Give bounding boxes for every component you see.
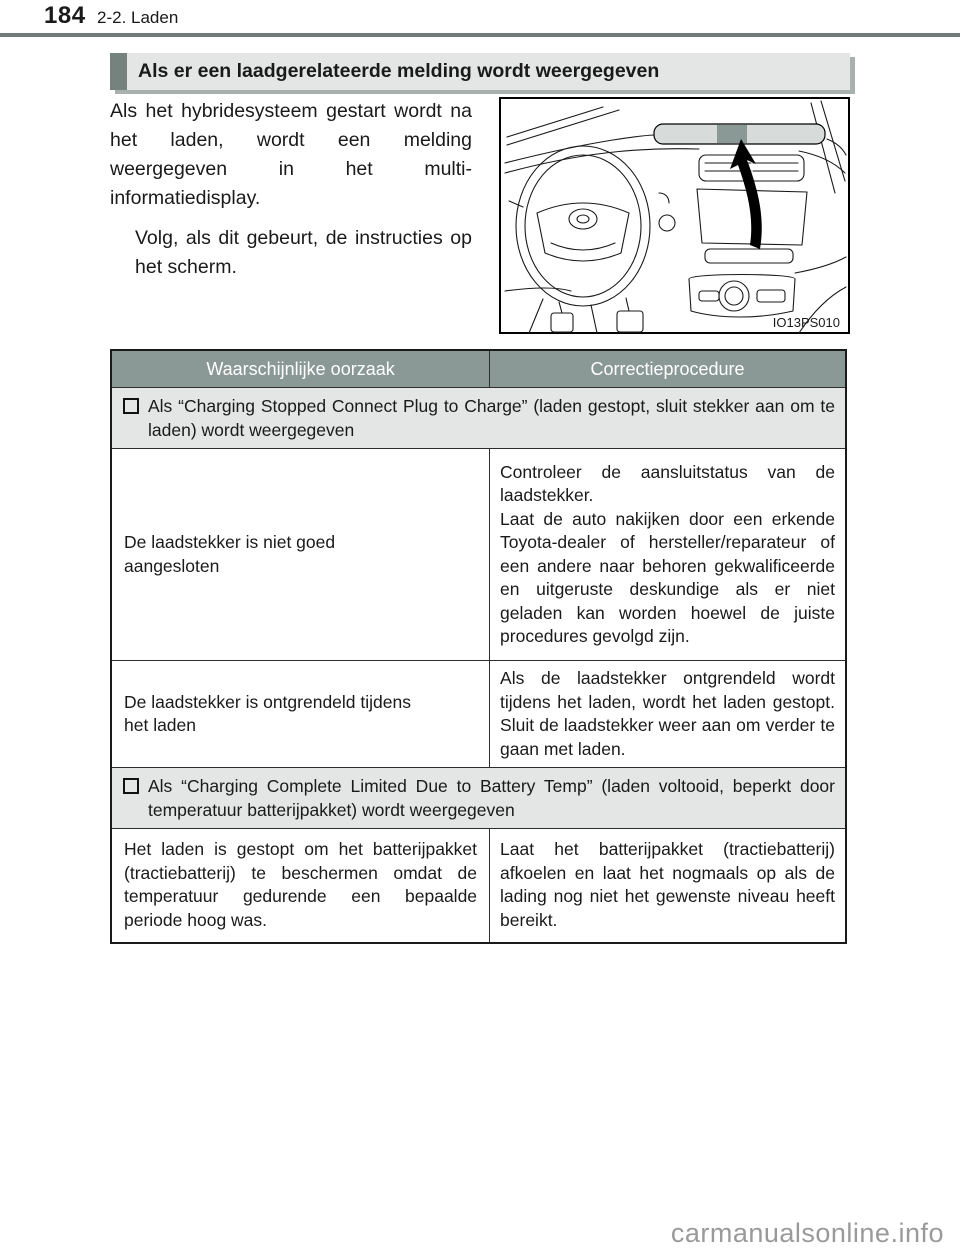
- table-row: [111, 449, 846, 661]
- heading-accent-square: [110, 53, 127, 90]
- cause-text: Het laden is gestopt om het batterijpakket (tractiebatterij) te beschermen omdat de temperatuur gedurende een bepaalde periode hoog was.: [124, 839, 478, 930]
- procedure-paragraph: Controleer de aansluitstatus van de laadstekker.: [500, 461, 835, 505]
- procedure-paragraph: Laat het batterijpakket (tractiebatterij) afkoelen en laat het nogmaals op als de lading nog niet het gewenste niveau heeft bereikt.: [500, 839, 835, 930]
- intro-paragraph: Als het hybridesysteem gestart wordt na het laden, wordt een melding weergegeven in het multi-informatiedisplay.: [110, 100, 472, 209]
- page-number: 184: [44, 2, 86, 29]
- troubleshooting-table: [110, 349, 847, 944]
- table-row: [111, 661, 846, 768]
- display-message-area: [717, 125, 747, 143]
- page-content: [110, 53, 850, 944]
- column-header-procedure: Correctieprocedure: [490, 350, 846, 388]
- condition-row: [111, 768, 846, 829]
- watermark: carmanualsonline.info: [670, 1218, 944, 1248]
- procedure-paragraph: Laat de auto nakijken door een erkende Toyota-dealer of hersteller/reparateur of een andere naar behoren gekwalificeerde en uitgeruste deskundige als er niet geladen kan worden hoewel de juiste procedures gevolgd zijn.: [500, 508, 835, 646]
- condition-text: Als “Charging Complete Limited Due to Battery Temp” (laden voltooid, beperkt door temperatuur batterijpakket) wordt weergegeven: [148, 776, 835, 820]
- table-row: [111, 829, 846, 943]
- figure-label: IO13PS010: [772, 315, 840, 330]
- condition-text: Als “Charging Stopped Connect Plug to Charge” (laden gestopt, sluit stekker aan om te laden) wordt weergegeven: [148, 396, 835, 440]
- checkbox-icon: [123, 398, 139, 414]
- dashboard-illustration-svg: [499, 97, 850, 334]
- dashboard-illustration: [499, 97, 850, 334]
- heading-text: Als er een laadgerelateerde melding wordt weergegeven: [138, 60, 660, 82]
- cause-text: De laadstekker is niet goed aangesloten: [124, 532, 336, 576]
- intro-instruction: Volg, als dit gebeurt, de instructies op het scherm.: [135, 227, 472, 278]
- intro-text-column: [110, 97, 472, 334]
- checkbox-icon: [123, 778, 139, 794]
- procedure-paragraph: Als de laadstekker ontgrendeld wordt tijdens het laden, wordt het laden gestopt. Sluit de laadstekker weer aan om verder te gaan met laden.: [500, 668, 835, 759]
- intro-row: [110, 97, 850, 334]
- header-divider-rule: [0, 33, 960, 37]
- condition-row: [111, 388, 846, 449]
- cause-text: De laadstekker is ontgrendeld tijdens het laden: [124, 691, 411, 735]
- section-title: 2-2. Laden: [97, 8, 179, 27]
- column-header-cause: Waarschijnlijke oorzaak: [111, 350, 490, 388]
- table-header-row: [111, 350, 846, 388]
- section-heading-bar: [110, 53, 850, 90]
